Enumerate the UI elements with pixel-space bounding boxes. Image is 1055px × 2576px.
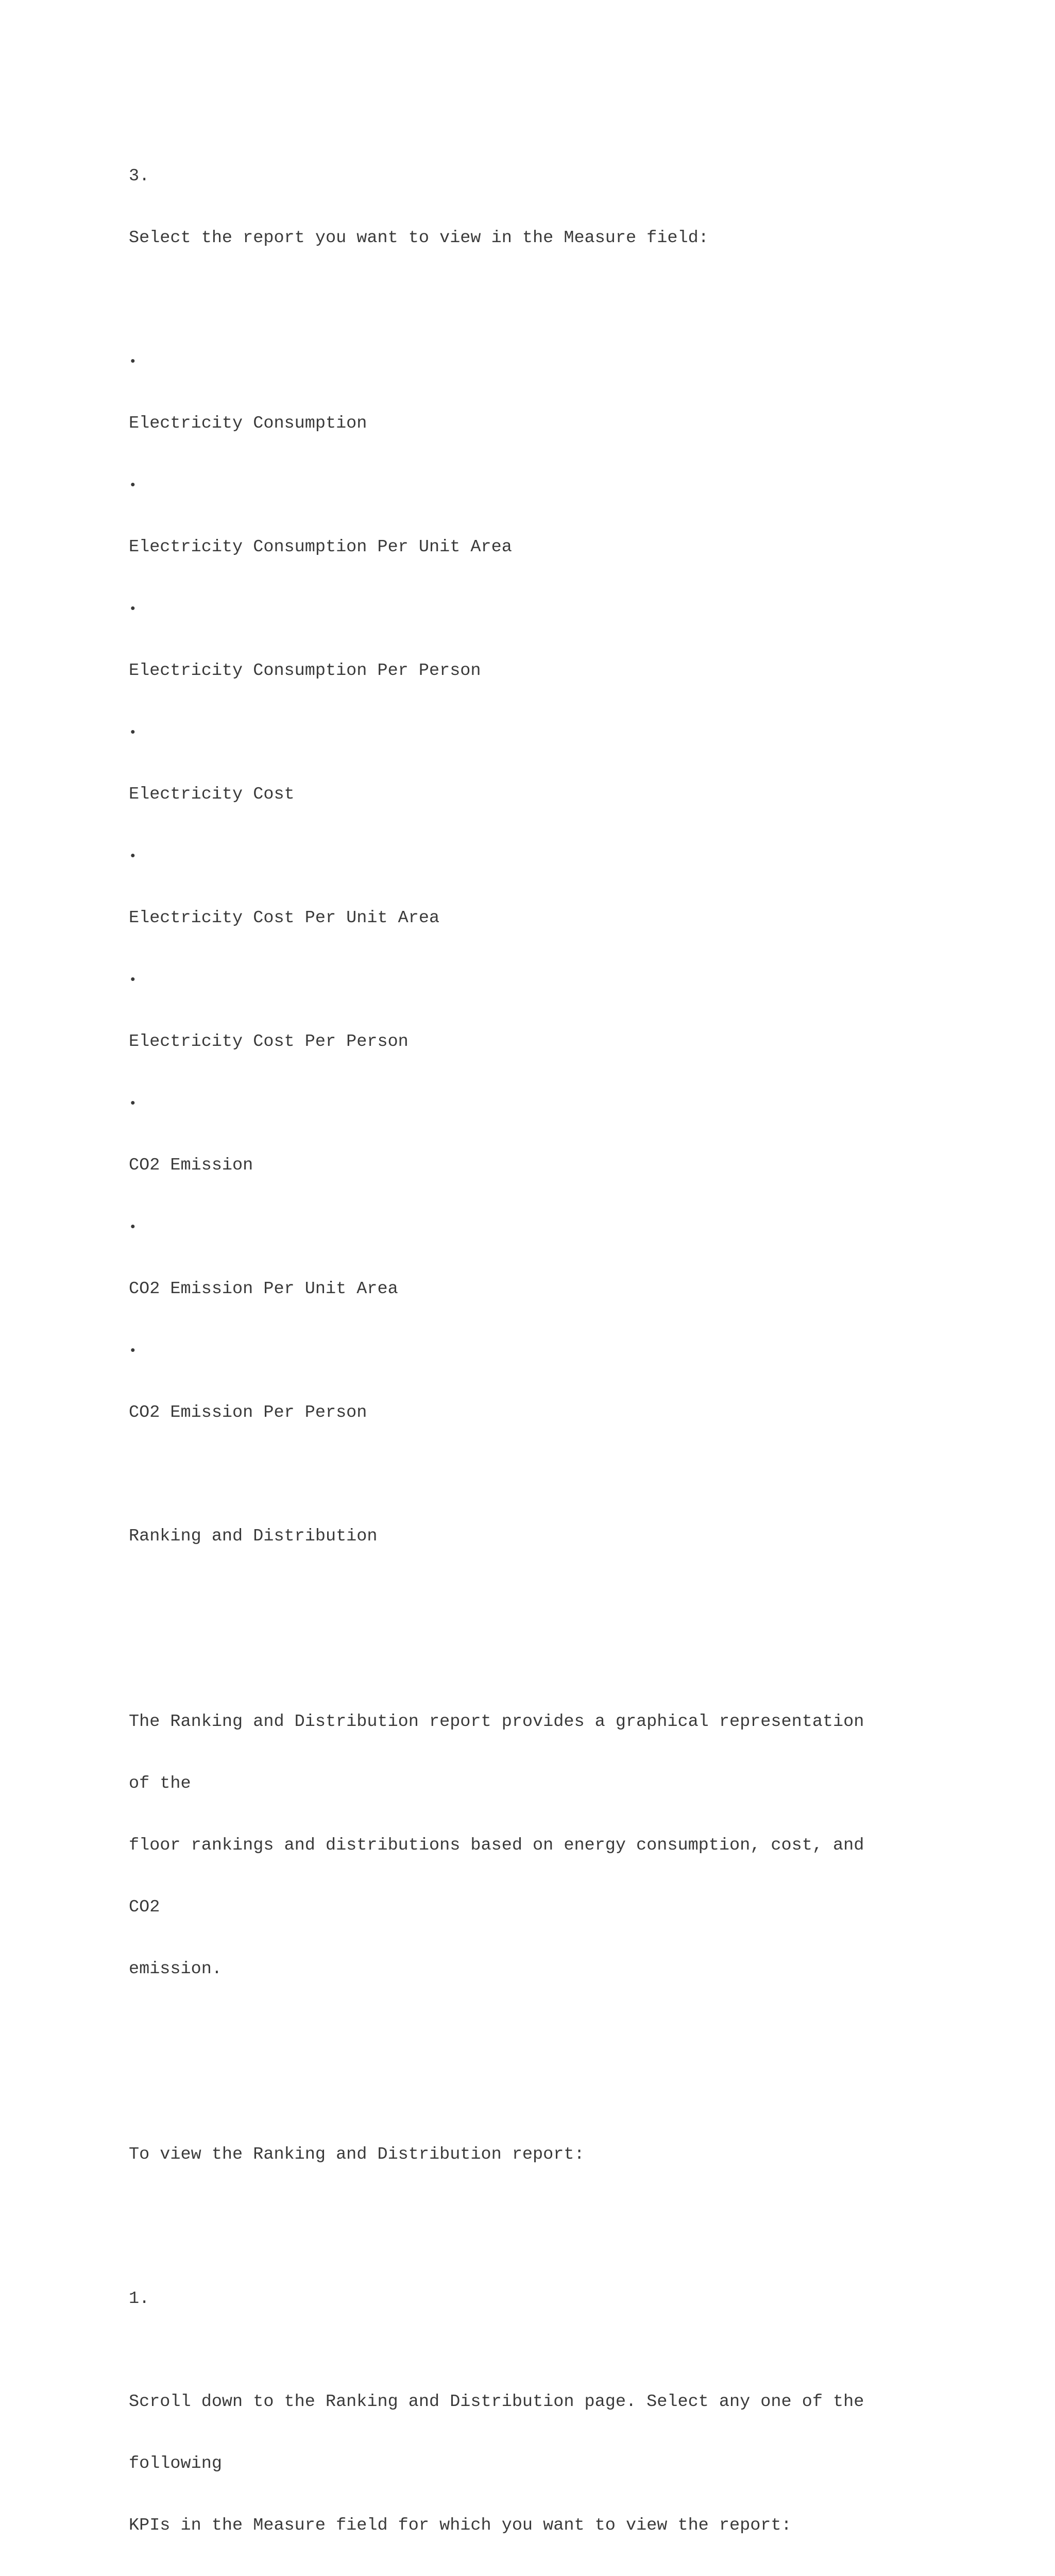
instruction-line: following: [129, 2454, 222, 2473]
list-item: Electricity Cost: [129, 785, 295, 804]
list-item: CO2 Emission Per Person: [129, 1403, 367, 1422]
bullet-icon: •: [129, 1343, 137, 1359]
instruction-line: Scroll down to the Ranking and Distribution page. Select any one of the: [129, 2392, 864, 2412]
description-line: floor rankings and distributions based on energy consumption, cost, and: [129, 1836, 864, 1855]
bullet-icon: •: [129, 725, 137, 740]
bullet-icon: •: [129, 1096, 137, 1111]
list-item: CO2 Emission: [129, 1156, 253, 1175]
description-line: emission.: [129, 1959, 222, 1979]
step-3-measure-list: [129, 310, 932, 1464]
bullet-icon: •: [129, 972, 137, 988]
description-line: of the: [129, 1774, 191, 1793]
list-item: Electricity Cost Per Person: [129, 1032, 409, 1052]
bullet-icon: •: [129, 478, 137, 493]
bullet-icon: •: [129, 354, 137, 369]
instruction-line: KPIs in the Measure field for which you want to view the report:: [129, 2516, 792, 2535]
bullet-icon: •: [129, 849, 137, 864]
list-item: Electricity Consumption Per Person: [129, 661, 481, 681]
step-3-number: 3.: [129, 166, 150, 186]
bullet-icon: •: [129, 601, 137, 617]
list-item: Electricity Cost Per Unit Area: [129, 908, 440, 928]
bullet-icon: •: [129, 1219, 137, 1235]
document-page: [129, 125, 932, 2576]
step-3-instruction: Select the report you want to view in the Measure field:: [129, 228, 709, 248]
section-intro: To view the Ranking and Distribution report:: [129, 2145, 585, 2164]
description-line: CO2: [129, 1897, 160, 1917]
step-1-instruction: [129, 2350, 932, 2576]
step-1-number: 1.: [129, 2289, 150, 2309]
spacer: [129, 2082, 932, 2103]
list-item: Electricity Consumption: [129, 414, 367, 433]
section-description: [129, 1670, 932, 2021]
description-line: The Ranking and Distribution report provides a graphical representation: [129, 1712, 864, 1732]
section-heading: Ranking and Distribution: [129, 1527, 378, 1546]
list-item: CO2 Emission Per Unit Area: [129, 1279, 398, 1299]
spacer: [129, 1588, 932, 1608]
spacer: [129, 2206, 932, 2227]
list-item: Electricity Consumption Per Unit Area: [129, 537, 512, 557]
